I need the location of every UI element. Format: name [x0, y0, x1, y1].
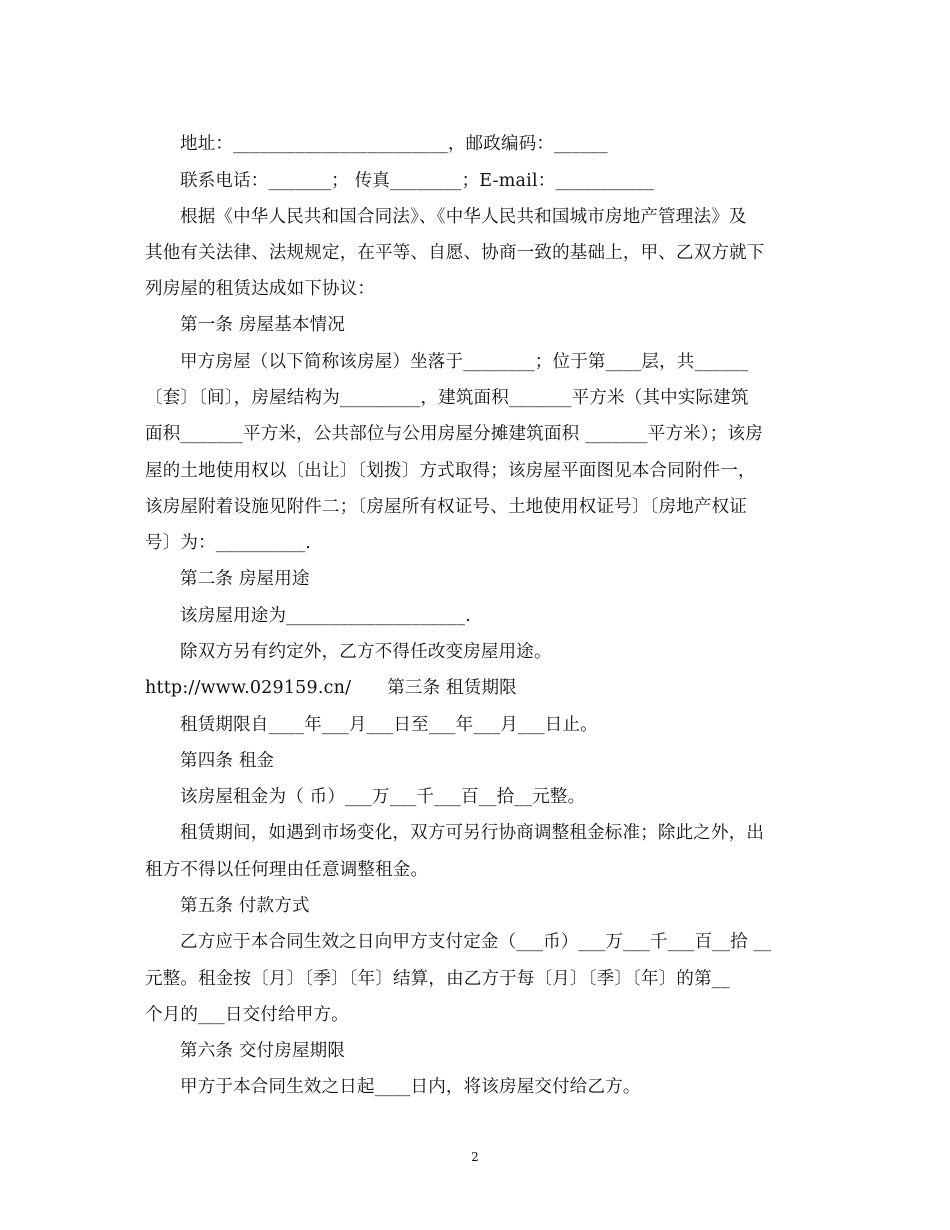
- article-4-line-2: 租赁期间，如遇到市场变化，双方可另行协商调整租金标准；除此之外，出: [180, 823, 765, 843]
- article-1-line-2: 〔套〕〔间〕，房屋结构为_________，建筑面积_______平方米（其中实际建筑: [145, 388, 749, 408]
- article-6-line-1: 甲方于本合同生效之日起____日内，将该房屋交付给乙方。: [180, 1077, 641, 1097]
- article-1-line-6: 号〕为：__________.: [145, 533, 312, 553]
- preamble-line-2: 其他有关法律、法规规定，在平等、自愿、协商一致的基础上，甲、乙双方就下: [145, 243, 765, 263]
- article-1-line-4: 屋的土地使用权以〔出让〕〔划拨〕方式取得；该房屋平面图见本合同附件一，: [145, 461, 756, 481]
- article-3-heading-row: [145, 678, 805, 698]
- article-4-heading: 第四条 租金: [180, 751, 275, 771]
- article-1-line-5: 该房屋附着设施见附件二；〔房屋所有权证号、土地使用权证号〕〔房地产权证: [145, 497, 747, 517]
- contact-line: 联系电话：_______； 传真________；E-mail：___________: [180, 171, 654, 191]
- article-5-heading: 第五条 付款方式: [180, 896, 310, 916]
- article-4-line-3: 租方不得以任何理由任意调整租金。: [145, 860, 429, 880]
- article-3-heading: 第三条 租赁期限: [387, 678, 517, 698]
- url-text: http://www.029159.cn/: [145, 678, 352, 698]
- article-1-heading: 第一条 房屋基本情况: [180, 315, 346, 335]
- article-3-line-1: 租赁期限自____年___月___日至___年___月___日止。: [180, 715, 598, 735]
- article-6-heading: 第六条 交付房屋期限: [180, 1041, 346, 1061]
- article-4-line-1: 该房屋租金为（ 币）___万___千___百__拾__元整。: [180, 787, 586, 807]
- preamble-line-1: 根据《中华人民共和国合同法》、《中华人民共和国城市房地产管理法》及: [180, 207, 747, 227]
- article-1-line-1: 甲方房屋（以下简称该房屋）坐落于________；位于第____层，共______: [180, 352, 749, 372]
- article-1-line-3: 面积_______平方米，公共部位与公用房屋分摊建筑面积 _______平方米）；该房: [145, 424, 763, 444]
- article-5-line-2: 元整。租金按〔月〕〔季〕〔年〕结算，由乙方于每〔月〕〔季〕〔年〕的第__: [145, 969, 730, 989]
- address-line: 地址：________________________，邮政编码：______: [180, 134, 608, 154]
- article-5-line-1: 乙方应于本合同生效之日向甲方支付定金（___币）___万___千___百__拾 __: [180, 932, 772, 952]
- article-2-line-1: 该房屋用途为____________________.: [180, 606, 471, 626]
- page-number: 2: [471, 1150, 479, 1164]
- article-2-heading: 第二条 房屋用途: [180, 569, 310, 589]
- article-5-line-3: 个月的___日交付给甲方。: [145, 1005, 349, 1025]
- preamble-line-3: 列房屋的租赁达成如下协议：: [145, 279, 376, 299]
- article-2-line-2: 除双方另有约定外，乙方不得任改变房屋用途。: [180, 642, 552, 662]
